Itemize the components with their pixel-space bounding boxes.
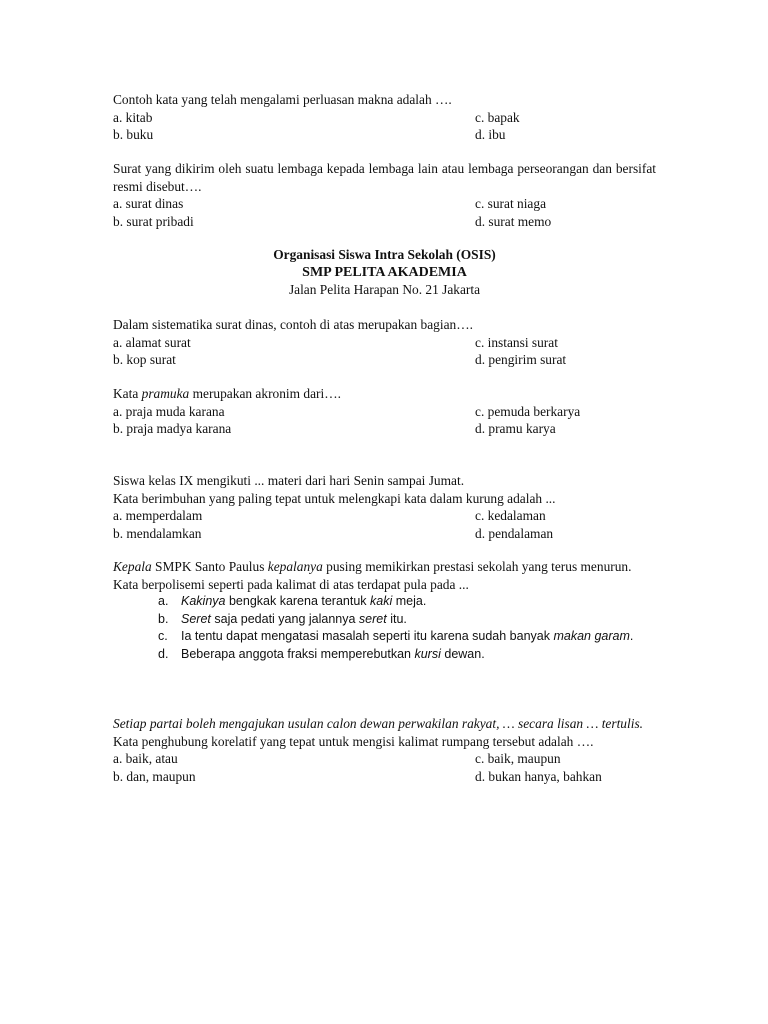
option-a: a. alamat surat bbox=[113, 334, 191, 350]
option-b: b. praja madya karana bbox=[113, 421, 232, 436]
question-1 bbox=[113, 91, 656, 144]
option-c: c. Ia tentu dapat mengatasi masalah seperti itu karena sudah banyak makan garam. bbox=[158, 629, 634, 643]
option-d: d. Beberapa anggota fraksi memperebutkan kursi dewan. bbox=[158, 646, 485, 661]
option-a: a. Kakinya bengkak karena terantuk kaki meja. bbox=[158, 594, 427, 608]
option-b: b. dan, maupun bbox=[113, 768, 196, 784]
question-text: Surat yang dikirim oleh suatu lembaga kepada lembaga lain atau lembaga perseorangan dan bersifat resmi disebut…. bbox=[113, 161, 656, 194]
question-sentence: Kepala SMPK Santo Paulus kepalanya pusing memikirkan prestasi sekolah yang terus menurun. bbox=[113, 559, 632, 574]
option-d: d. bukan hanya, bahkan bbox=[475, 768, 602, 784]
question-text: Kata pramuka merupakan akronim dari…. bbox=[113, 386, 341, 401]
option-a: a. praja muda karana bbox=[113, 403, 225, 419]
option-d: d. pramu karya bbox=[475, 421, 556, 436]
question-sentence: Setiap partai boleh mengajukan usulan calon dewan perwakilan rakyat, … secara lisan … tertulis. bbox=[113, 716, 644, 731]
option-c: c. instansi surat bbox=[475, 334, 558, 350]
option-a: a. surat dinas bbox=[113, 196, 184, 211]
option-c: c. pemuda berkarya bbox=[475, 403, 581, 419]
letterhead-org: Organisasi Siswa Intra Sekolah (OSIS) bbox=[273, 247, 496, 262]
option-a: a. baik, atau bbox=[113, 751, 178, 766]
option-d: d. surat memo bbox=[475, 213, 552, 229]
question-5 bbox=[113, 472, 656, 542]
option-b: b. Seret saja pedati yang jalannya seret itu. bbox=[158, 611, 407, 626]
letterhead-school: SMP PELITA AKADEMIA bbox=[302, 264, 467, 280]
question-2 bbox=[113, 160, 656, 230]
option-c: c. surat niaga bbox=[475, 196, 547, 211]
question-text: Kata penghubung korelatif yang tepat untuk mengisi kalimat rumpang tersebut adalah …. bbox=[113, 733, 594, 749]
question-6 bbox=[113, 558, 656, 663]
option-d: d. ibu bbox=[475, 127, 506, 142]
option-d: d. pendalaman bbox=[475, 525, 554, 541]
question-text: Kata berimbuhan yang paling tepat untuk melengkapi kata dalam kurung adalah ... bbox=[113, 490, 556, 506]
option-b: b. buku bbox=[113, 127, 154, 142]
option-a: a. memperdalam bbox=[113, 508, 203, 523]
question-3 bbox=[113, 316, 656, 369]
option-c: c. baik, maupun bbox=[475, 751, 561, 766]
option-c: c. bapak bbox=[475, 109, 520, 125]
question-text: Dalam sistematika surat dinas, contoh di atas merupakan bagian…. bbox=[113, 317, 473, 332]
question-sentence: Siswa kelas IX mengikuti ... materi dari hari Senin sampai Jumat. bbox=[113, 473, 465, 488]
option-c: c. kedalaman bbox=[475, 508, 546, 523]
question-text: Kata berpolisemi seperti pada kalimat di atas terdapat pula pada ... bbox=[113, 576, 469, 592]
letterhead-address: Jalan Pelita Harapan No. 21 Jakarta bbox=[288, 282, 481, 297]
question-7 bbox=[113, 715, 656, 785]
option-d: d. pengirim surat bbox=[475, 352, 567, 367]
option-b: b. mendalamkan bbox=[113, 525, 202, 541]
option-b: b. kop surat bbox=[113, 352, 176, 367]
option-a: a. kitab bbox=[113, 109, 153, 125]
option-b: b. surat pribadi bbox=[113, 213, 194, 229]
letterhead bbox=[113, 246, 656, 299]
question-text: Contoh kata yang telah mengalami perluasan makna adalah …. bbox=[113, 92, 452, 107]
question-4 bbox=[113, 385, 656, 438]
